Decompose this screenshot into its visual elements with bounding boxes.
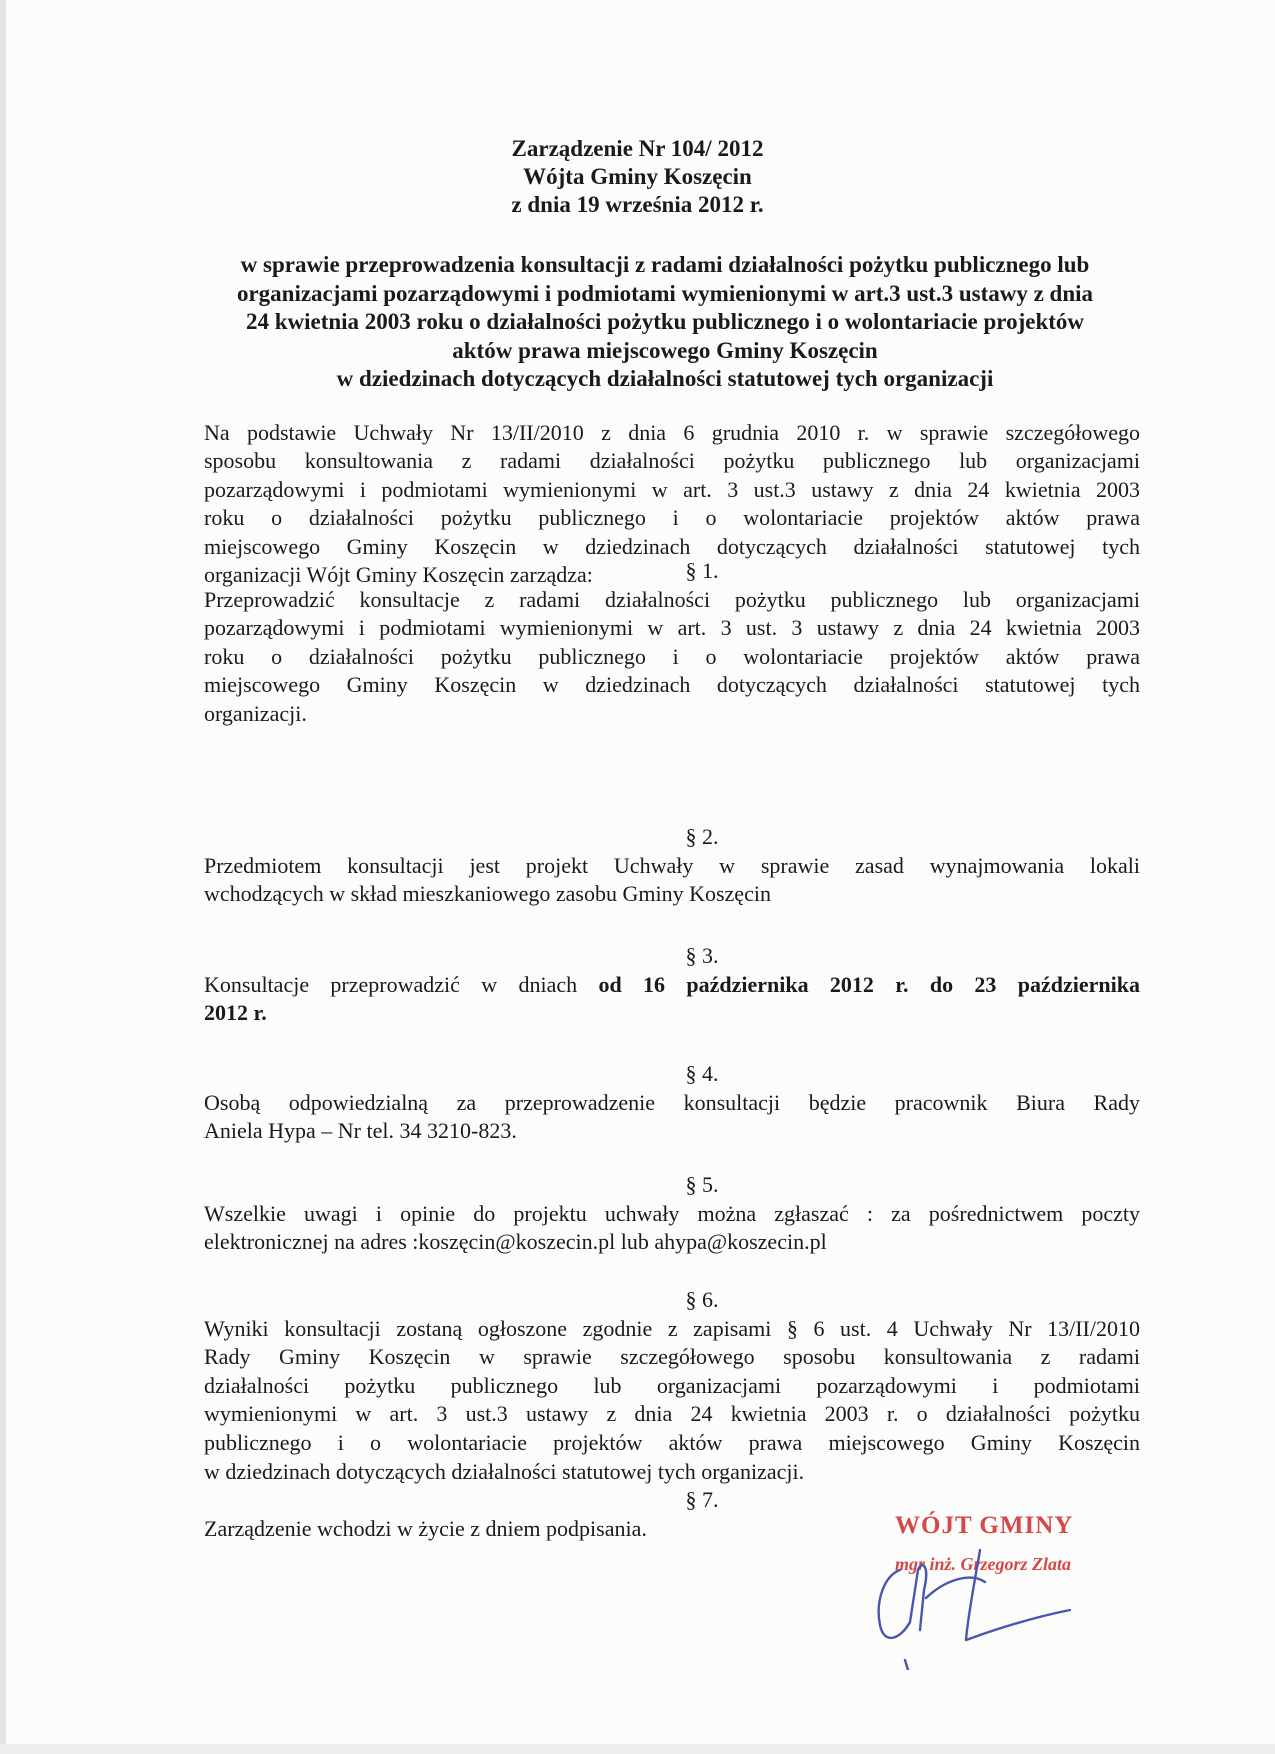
stamp-title: WÓJT GMINY	[895, 1512, 1074, 1539]
section-line: wchodzących w skład mieszkaniowego zasobu Gminy Koszęcin	[204, 881, 771, 907]
scan-bottom-edge	[0, 1744, 1275, 1754]
section-text: Konsultacje przeprowadzić w dniach	[204, 971, 599, 997]
section-number: § 2.	[685, 824, 719, 849]
subject-line: organizacjami pozarządowymi i podmiotami wymienionymi w art.3 ust.3 ustawy z dnia	[236, 280, 1094, 306]
section-line	[204, 971, 1140, 1000]
header-issuer: Wójta Gminy Koszęcin	[523, 164, 752, 189]
paragraph-line: Na podstawie Uchwały Nr 13/II/2010 z dnia 6 grudnia 2010 r. w sprawie szczegółowego	[204, 420, 1140, 445]
section-line: elektronicznej na adres :koszęcin@koszecin.pl lub ahypa@koszecin.pl	[204, 1229, 827, 1255]
document-subject	[190, 251, 1140, 394]
scan-left-edge	[0, 0, 6, 1754]
section-line: działalności pożytku publicznego lub organizacjami pozarządowymi i podmiotami	[204, 1372, 1140, 1398]
section-5	[204, 1171, 1140, 1257]
subject-line: aktów prawa miejscowego Gminy Koszęcin	[452, 337, 878, 363]
section-line: miejscowego Gminy Koszęcin w dziedzinach dotyczących działalności statutowej tych	[204, 672, 1140, 698]
consultation-year: 2012 r.	[204, 1000, 267, 1026]
section-line: organizacji.	[204, 700, 307, 726]
header-date: z dnia 19 września 2012 r.	[511, 192, 764, 217]
paragraph-line: roku o działalności pożytku publicznego i o wolontariacie projektów aktów prawa	[204, 505, 1140, 531]
subject-line: w dziedzinach dotyczących działalności statutowej tych organizacji	[336, 366, 994, 391]
paragraph-line: miejscowego Gminy Koszęcin w dziedzinach dotyczących działalności statutowej tych	[204, 533, 1140, 559]
subject-line: 24 kwietnia 2003 roku o działalności pożytku publicznego i o wolontariacie projektów	[245, 309, 1085, 334]
section-line: Zarządzenie wchodzi w życie z dniem podpisania.	[204, 1515, 647, 1541]
section-number: § 4.	[685, 1061, 719, 1086]
paragraph-line: sposobu konsultowania z radami działalności pożytku publicznego lub organizacjami	[204, 448, 1140, 474]
header-title: Zarządzenie Nr 104/ 2012	[511, 136, 764, 161]
section-line: pozarządowymi i podmiotami wymienionymi w art. 3 ust. 3 ustawy z dnia 24 kwietnia 2003	[204, 615, 1140, 641]
section-line: Przedmiotem konsultacji jest projekt Uchwały w sprawie zasad wynajmowania lokali	[204, 852, 1140, 878]
stamp-name: mgr inż. Grzegorz Zlata	[895, 1554, 1072, 1574]
section-number: § 5.	[685, 1172, 719, 1197]
subject-line: w sprawie przeprowadzenia konsultacji z radami działalności pożytku publicznego lub	[240, 252, 1090, 277]
document-header	[0, 135, 1275, 219]
section-line: roku o działalności pożytku publicznego i o wolontariacie projektów aktów prawa	[204, 643, 1140, 669]
section-line: Przeprowadzić konsultacje z radami działalności pożytku publicznego lub organizacjami	[204, 586, 1140, 612]
section-3	[204, 942, 1140, 1028]
section-line: publicznego i o wolontariacie projektów aktów prawa miejscowego Gminy Koszęcin	[204, 1429, 1140, 1455]
section-line: Rady Gminy Koszęcin w sprawie szczegółowego sposobu konsultowania z radami	[204, 1344, 1140, 1370]
section-line: Wszelkie uwagi i opinie do projektu uchwały można zgłaszać : za pośrednictwem poczty	[204, 1200, 1140, 1226]
section-line: Osobą odpowiedzialną za przeprowadzenie konsultacji będzie pracownik Biura Rady	[204, 1089, 1140, 1115]
section-number: § 6.	[685, 1287, 719, 1312]
paragraph-line: organizacji Wójt Gminy Koszęcin zarządza:	[204, 562, 593, 588]
section-line: Aniela Hypa – Nr tel. 34 3210-823.	[204, 1118, 517, 1144]
section-number: § 7.	[685, 1487, 719, 1512]
section-line: w dziedzinach dotyczących działalności statutowej tych organizacji.	[204, 1458, 805, 1484]
section-4	[204, 1060, 1140, 1146]
section-number: § 1.	[685, 558, 719, 583]
section-line	[204, 999, 1140, 1028]
signature-stroke	[879, 1550, 1070, 1670]
handwritten-signature	[860, 1510, 1120, 1670]
paragraph-line: pozarządowymi i podmiotami wymienionymi w art. 3 ust.3 ustawy z dnia 24 kwietnia 2003	[204, 476, 1140, 502]
section-6	[204, 1286, 1140, 1486]
section-1	[204, 557, 1140, 729]
consultation-period: od 16 października 2012 r. do 23 października	[598, 971, 1140, 997]
section-line: Wyniki konsultacji zostaną ogłoszone zgodnie z zapisami § 6 ust. 4 Uchwały Nr 13/II/2010	[204, 1315, 1140, 1341]
section-2	[204, 823, 1140, 909]
section-number: § 3.	[685, 943, 719, 968]
section-line: wymienionymi w art. 3 ust.3 ustawy z dnia 24 kwietnia 2003 r. o działalności pożytku	[204, 1401, 1140, 1427]
